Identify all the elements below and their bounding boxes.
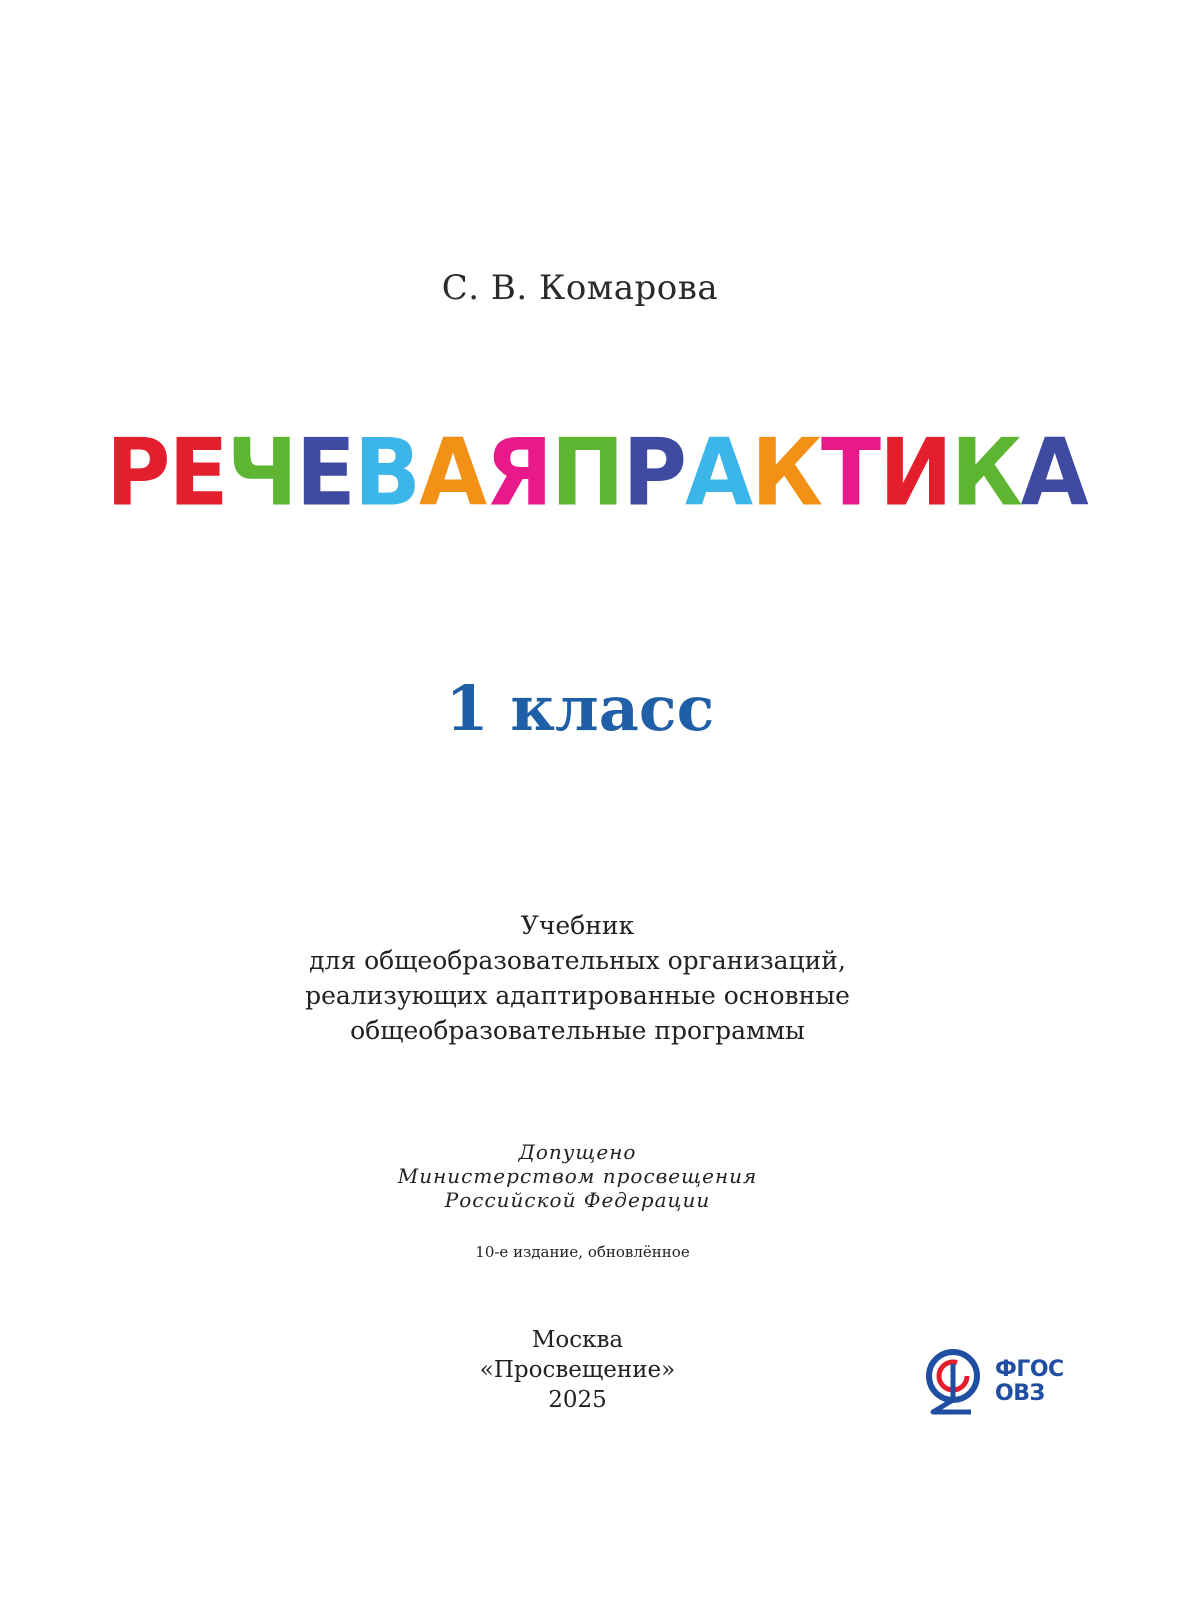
title-letter: В [353,418,419,527]
fgos-ovz-logo [925,1342,1075,1422]
title-letter: А [684,418,752,527]
title-letter: И [879,418,951,527]
title-letter: А [418,418,486,527]
logo-text [995,1358,1064,1406]
title-letter: К [751,418,822,527]
description-line: реализующих адаптированные основные [305,981,850,1010]
grade-label: 1 класс [445,672,715,745]
title-letter: Р [106,418,169,527]
title-letter: П [550,418,623,527]
title-letter: Е [168,418,227,527]
title-letter: Р [622,418,685,527]
approval-line: Российской Федерации [444,1188,711,1212]
book-description [0,908,1155,1048]
publisher-year: 2025 [548,1387,607,1413]
title-letter: Я [485,418,551,527]
title-letter: К [950,418,1021,527]
title-letter: Е [295,418,354,527]
publisher-name: «Просвещение» [479,1357,676,1383]
approval-line: Министерством просвещения [397,1164,758,1188]
description-line: общеобразовательные программы [350,1016,805,1045]
publisher-city: Москва [531,1327,624,1353]
title-letter: А [1020,418,1087,527]
logo-text-line1: ФГОС [995,1357,1064,1382]
ministry-approval [0,1140,1155,1212]
title-letter: Ч [226,418,296,527]
description-line: для общеобразовательных организаций, [309,946,846,975]
edition-note: 10-е издание, обновлённое [475,1243,690,1261]
book-title [106,418,1087,527]
description-line: Учебник [520,911,635,940]
author-name: С. В. Комарова [441,268,719,308]
title-letter: Т [821,418,880,527]
logo-text-line2: ОВЗ [995,1381,1045,1406]
approval-line: Допущено [518,1140,637,1164]
fgos-ovz-logo-icon [925,1342,989,1422]
